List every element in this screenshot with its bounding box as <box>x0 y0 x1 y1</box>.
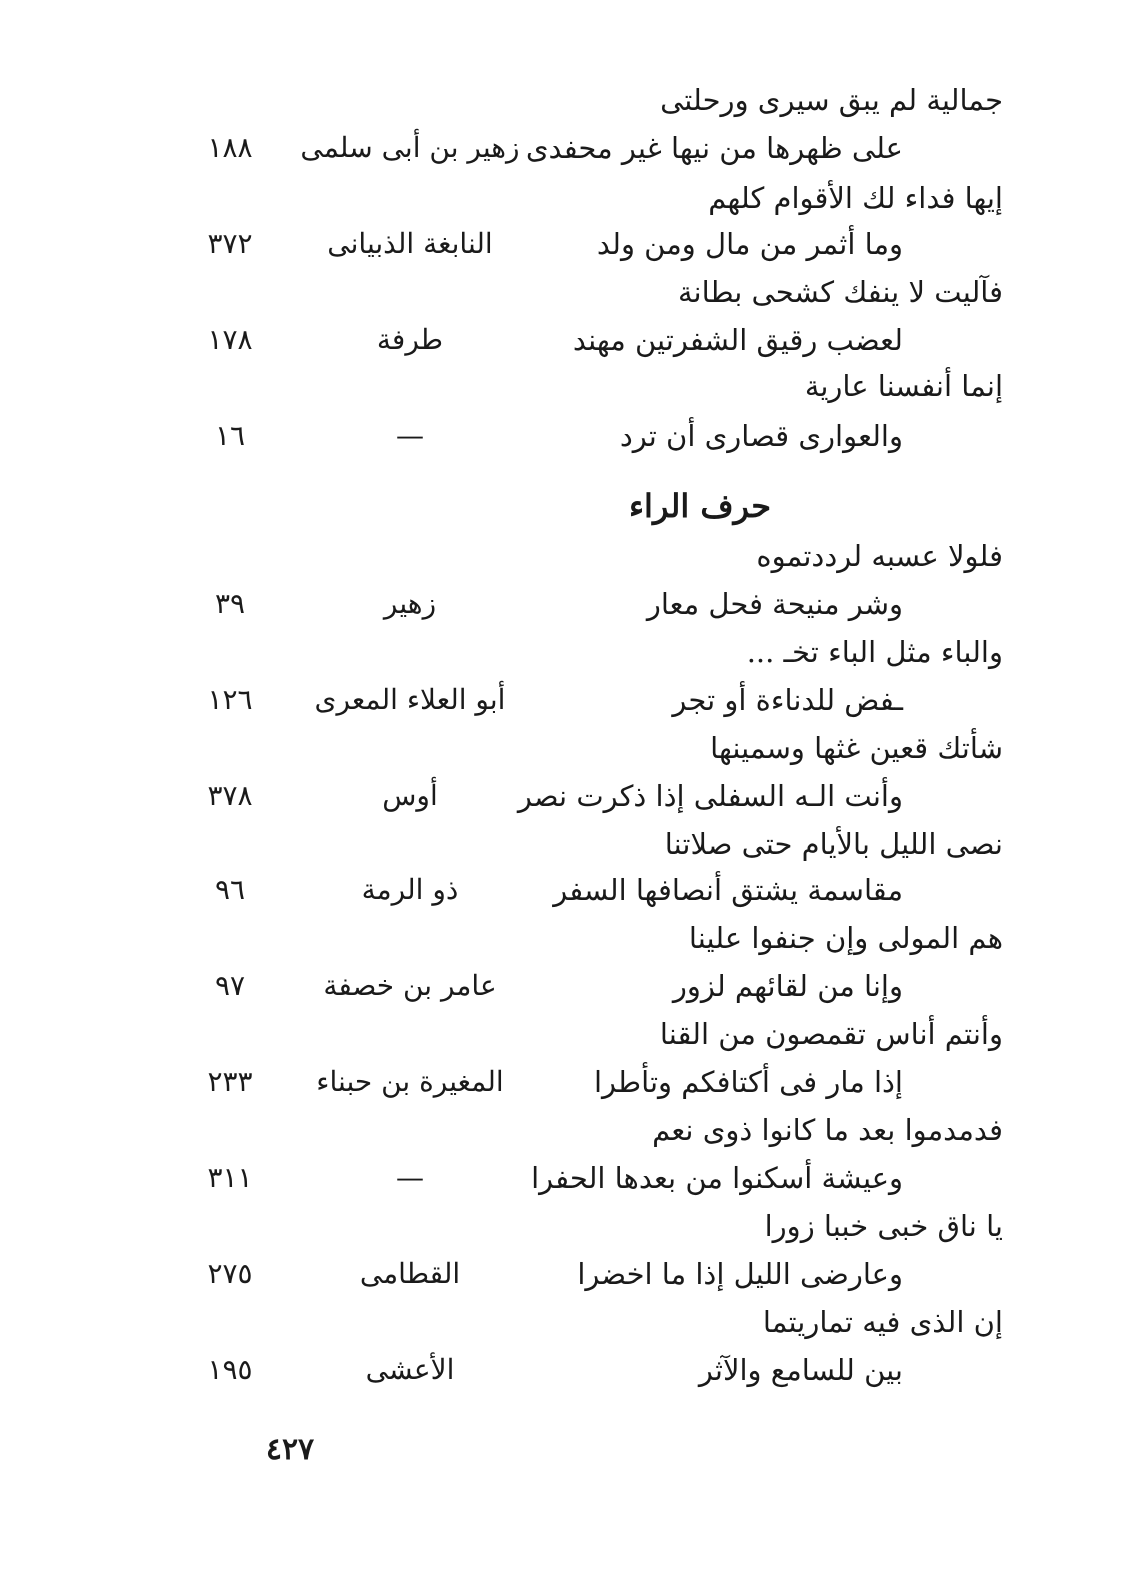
poet-name: الأعشى <box>365 1353 455 1386</box>
poet-name: زهير <box>383 587 437 620</box>
page-reference: ١٩٥ <box>207 1353 253 1386</box>
page-reference: ٢٣٣ <box>207 1065 253 1098</box>
verse-first-hemistich: فلولا عسبه لرددتموه <box>756 539 1003 573</box>
poet-name: المغيرة بن حبناء <box>316 1065 504 1098</box>
page-reference: ١٢٦ <box>207 683 253 716</box>
page-reference: ٢٧٥ <box>207 1257 253 1290</box>
page-reference: ٣١١ <box>207 1161 253 1194</box>
verse-second-hemistich: وما أثمر من مال ومن ولد <box>596 227 903 261</box>
section-heading: حرف الراء <box>629 487 771 525</box>
verse-second-hemistich: لعضب رقيق الشفرتين مهند <box>572 323 903 357</box>
page-reference: ٩٦ <box>214 873 246 906</box>
verse-second-hemistich: وعارضى الليل إذا ما اخضرا <box>577 1257 903 1291</box>
verse-second-hemistich: على ظهرها من نيها غير محفدى <box>525 131 903 165</box>
verse-first-hemistich: شأتك قعين غثها وسمينها <box>710 731 1003 765</box>
page-reference: ٩٧ <box>214 969 246 1002</box>
poet-name: القطامى <box>359 1257 461 1290</box>
verse-first-hemistich: جمالية لم يبق سيرى ورحلتى <box>660 83 1003 117</box>
poet-name: عامر بن خصفة <box>323 969 497 1002</box>
page-number: ٤٢٧ <box>265 1432 315 1467</box>
verse-first-hemistich: هم المولى وإن جنفوا علينا <box>688 921 1003 955</box>
page-reference: ٣٧٢ <box>207 227 253 260</box>
poet-name: — <box>396 419 424 452</box>
poet-name: زهير بن أبى سلمى <box>300 131 520 164</box>
verse-first-hemistich: وأنتم أناس تقمصون من القنا <box>659 1017 1003 1051</box>
page-reference: ٣٧٨ <box>207 779 253 812</box>
poet-name: — <box>396 1161 424 1194</box>
poet-name: ذو الرمة <box>361 873 459 906</box>
verse-first-hemistich: فدمدموا بعد ما كانوا ذوى نعم <box>652 1113 1003 1147</box>
verse-first-hemistich: يا ناق خبى خببا زورا <box>764 1209 1003 1243</box>
verse-second-hemistich: وعيشة أسكنوا من بعدها الحفرا <box>531 1161 903 1195</box>
verse-second-hemistich: إذا مار فى أكتافكم وتأطرا <box>594 1065 903 1099</box>
verse-second-hemistich: وإنا من لقائهم لزور <box>672 969 903 1003</box>
page-reference: ١٨٨ <box>207 131 253 164</box>
poet-name: أبو العلاء المعرى <box>314 683 506 716</box>
poet-name: أوس <box>382 779 438 812</box>
verse-first-hemistich: إن الذى فيه تماريتما <box>762 1305 1003 1339</box>
verse-second-hemistich: مقاسمة يشتق أنصافها السفر <box>553 873 903 907</box>
verse-first-hemistich: إيها فداء لك الأقوام كلهم <box>708 181 1003 215</box>
verse-second-hemistich: وأنت الـه السفلى إذا ذكرت نصر <box>517 779 903 813</box>
page-reference: ١٦ <box>214 419 246 452</box>
page-reference: ١٧٨ <box>207 323 253 356</box>
page-reference: ٣٩ <box>214 587 246 620</box>
poet-name: النابغة الذبيانى <box>327 227 493 260</box>
verse-second-hemistich: والعوارى قصارى أن ترد <box>619 419 903 453</box>
verse-second-hemistich: ـفض للدناءة أو تجر <box>672 683 903 717</box>
poet-name: طرفة <box>376 323 444 356</box>
verse-second-hemistich: بين للسامع والآثر <box>698 1353 903 1387</box>
verse-first-hemistich: والباء مثل الباء تخـ ... <box>746 635 1003 669</box>
verse-first-hemistich: فآليت لا ينفك كشحى بطانة <box>678 275 1003 309</box>
verse-first-hemistich: نصى الليل بالأيام حتى صلاتنا <box>664 827 1003 861</box>
verse-second-hemistich: وشر منيحة فحل معار <box>646 587 903 621</box>
verse-first-hemistich: إنما أنفسنا عارية <box>804 369 1003 403</box>
